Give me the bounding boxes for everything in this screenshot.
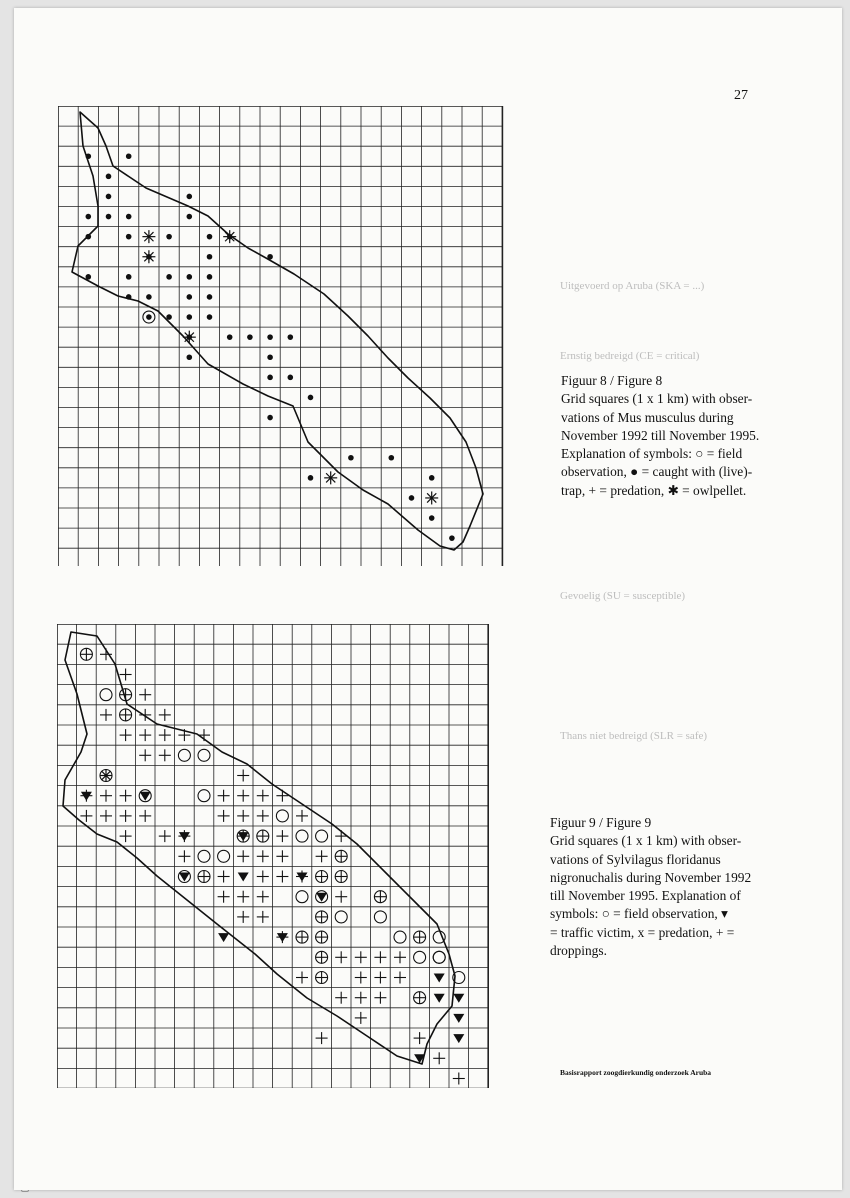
dropping-plus [237,891,249,903]
field-observation-circle [374,911,386,923]
figure8-caption-line: trap, + = predation, ✱ = owlpellet. [561,482,747,498]
trap-dot [207,254,213,260]
field-observation-circle [335,911,347,923]
dropping-plus [139,729,151,741]
dropping-plus [257,911,269,923]
trap-dot [187,314,193,320]
figure9-caption-line: vations of Sylvilagus floridanus [550,851,721,867]
field-observation-circle [198,790,210,802]
traffic-victim-triangle [218,933,229,942]
figure9-caption-line: droppings. [550,943,607,959]
bleed-through-text: Gevoelig (SU = susceptible) [560,590,686,602]
trap-dot [389,455,395,461]
field-observation-circle [316,830,328,842]
traffic-victim-triangle [453,1014,464,1023]
dropping-plus [374,992,386,1004]
field-observation-circle [394,931,406,943]
owlpellet-star [324,471,337,484]
dropping-plus [276,850,288,862]
owlpellet-star [223,230,236,243]
bleed-through-text: Thans niet bedreigd (SLR = safe) [560,730,708,742]
trap-dot [247,334,253,340]
dropping-plus [316,850,328,862]
traffic-victim-triangle [140,792,151,801]
trap-dot [86,214,92,220]
dropping-plus [198,729,210,741]
trap-dot [267,415,273,421]
trap-dot [267,354,273,360]
figure9-distribution-map [57,624,489,1088]
dropping-plus [139,810,151,822]
field-observation-circle [433,931,445,943]
figure8-distribution-map [58,106,508,566]
trap-dot [146,294,152,300]
dropping-plus [120,729,132,741]
figure8-caption [561,372,759,500]
trap-dot [308,395,314,401]
dropping-plus [120,669,132,681]
trap-dot [166,274,172,280]
page-number: 27 [734,88,748,103]
trap-dot [348,455,354,461]
figure9-grid-svg [57,624,489,1088]
dropping-plus [374,951,386,963]
dropping-plus [335,830,347,842]
field-observation-circle [433,951,445,963]
figure8-caption-line: vations of Mus musculus during [561,409,734,425]
trap-dot [227,334,233,340]
dropping-plus [257,891,269,903]
traffic-victim-triangle [453,994,464,1003]
dropping-plus [316,1032,328,1044]
dropping-plus [335,992,347,1004]
trap-dot [146,314,152,320]
trap-dot [207,314,213,320]
trap-dot [288,375,294,381]
figure8-title: Figuur 8 / Figure 8 [561,373,663,388]
owlpellet-star [142,230,155,243]
dropping-plus [257,871,269,883]
trap-dot [126,274,132,280]
trap-dot [86,234,92,240]
dropping-plus [120,790,132,802]
trap-dot [187,214,193,220]
trap-dot [166,314,172,320]
trap-dot [187,274,193,280]
island-outline [63,632,455,1064]
owlpellet-star [425,491,438,504]
trap-dot [409,495,415,501]
figure8-caption-line: Explanation of symbols: ○ = field [561,446,743,462]
field-observation-circle [198,850,210,862]
trap-dot [187,354,193,360]
trap-dot [207,234,213,240]
dropping-plus [257,850,269,862]
dropping-plus [257,790,269,802]
field-observation-circle [178,749,190,761]
trap-dot [86,153,92,159]
dropping-plus [237,911,249,923]
trap-dot [86,274,92,280]
dropping-plus [218,790,230,802]
dropping-plus [80,810,92,822]
dropping-plus [414,1032,426,1044]
dropping-plus [159,729,171,741]
owlpellet-star [142,250,155,263]
figure9-caption [550,814,751,960]
dropping-plus [159,749,171,761]
owlpellet-star [183,331,196,344]
figure9-caption-line: Grid squares (1 x 1 km) with obser- [550,833,742,849]
trap-dot [166,234,172,240]
trap-dot [126,214,132,220]
trap-dot [429,475,435,481]
bleed-through-text: Ernstig bedreigd (CE = critical) [560,350,700,362]
traffic-victim-triangle [434,974,445,983]
traffic-victim-triangle [453,1034,464,1043]
trap-dot [429,515,435,521]
trap-dot [207,294,213,300]
trap-dot [288,334,294,340]
field-observation-circle [198,749,210,761]
dropping-plus [218,810,230,822]
dropping-plus [276,830,288,842]
trap-dot [187,194,193,200]
figure8-caption-line: observation, ● = caught with (live)- [561,464,753,480]
dropping-plus [355,951,367,963]
dropping-plus [276,871,288,883]
figure9-caption-line: symbols: ○ = field observation, ▾ [550,906,728,922]
dropping-plus [453,1073,465,1085]
dropping-plus [257,810,269,822]
dropping-plus [178,729,190,741]
dropping-plus [100,810,112,822]
dropping-plus [433,1052,445,1064]
dropping-plus [218,891,230,903]
report-footer: Basisrapport zoogdierkundig onderzoek Aruba [560,1068,712,1077]
trap-dot [267,254,273,260]
trap-dot [106,174,112,180]
trap-dot [207,274,213,280]
dropping-plus [335,891,347,903]
trap-dot [126,153,132,159]
dropping-plus [159,709,171,721]
figure9-caption-line: till November 1995. Explanation of [550,888,741,904]
dropping-plus [139,689,151,701]
dropping-plus [355,992,367,1004]
dropping-plus [100,790,112,802]
dropping-plus [355,1012,367,1024]
trap-dot [126,234,132,240]
traffic-victim-triangle [434,994,445,1003]
field-observation-circle [414,951,426,963]
dropping-plus [237,770,249,782]
trap-dot [126,294,132,300]
field-observation-circle [218,850,230,862]
dropping-plus [355,972,367,984]
dropping-plus [394,972,406,984]
dropping-plus [218,871,230,883]
figure8-grid-svg [58,106,508,566]
dropping-plus [100,709,112,721]
dropping-plus [374,972,386,984]
dropping-plus [237,850,249,862]
figure8-caption-line: November 1992 till November 1995. [561,427,760,443]
traffic-victim-triangle [179,873,190,882]
trap-dot [267,334,273,340]
trap-dot [187,294,193,300]
dropping-plus [296,810,308,822]
field-observation-circle [276,810,288,822]
field-observation-circle [296,830,308,842]
figure8-caption-line: Grid squares (1 x 1 km) with obser- [561,391,753,407]
figure9-title: Figuur 9 / Figure 9 [550,815,652,830]
dropping-plus [178,850,190,862]
trap-dot [106,214,112,220]
dropping-plus [237,790,249,802]
trap-dot [449,535,455,541]
dropping-plus [139,749,151,761]
dropping-plus [120,830,132,842]
trap-dot [267,375,273,381]
dropping-plus [159,830,171,842]
owlpellet-star [100,769,113,782]
dropping-plus [394,951,406,963]
dropping-plus [276,790,288,802]
traffic-victim-triangle [316,893,327,902]
dropping-plus [120,810,132,822]
field-observation-circle [296,891,308,903]
bleed-through-text: Uitgevoerd op Aruba (SKA = ...) [560,280,705,292]
dropping-plus [335,951,347,963]
figure9-caption-line: = traffic victim, x = predation, + = [550,924,735,940]
traffic-victim-triangle [238,873,249,882]
dropping-plus [296,972,308,984]
trap-dot [308,475,314,481]
dropping-plus [237,810,249,822]
figure9-caption-line: nigronuchalis during November 1992 [550,869,752,885]
dropping-plus [100,648,112,660]
trap-dot [106,194,112,200]
field-observation-circle [100,689,112,701]
